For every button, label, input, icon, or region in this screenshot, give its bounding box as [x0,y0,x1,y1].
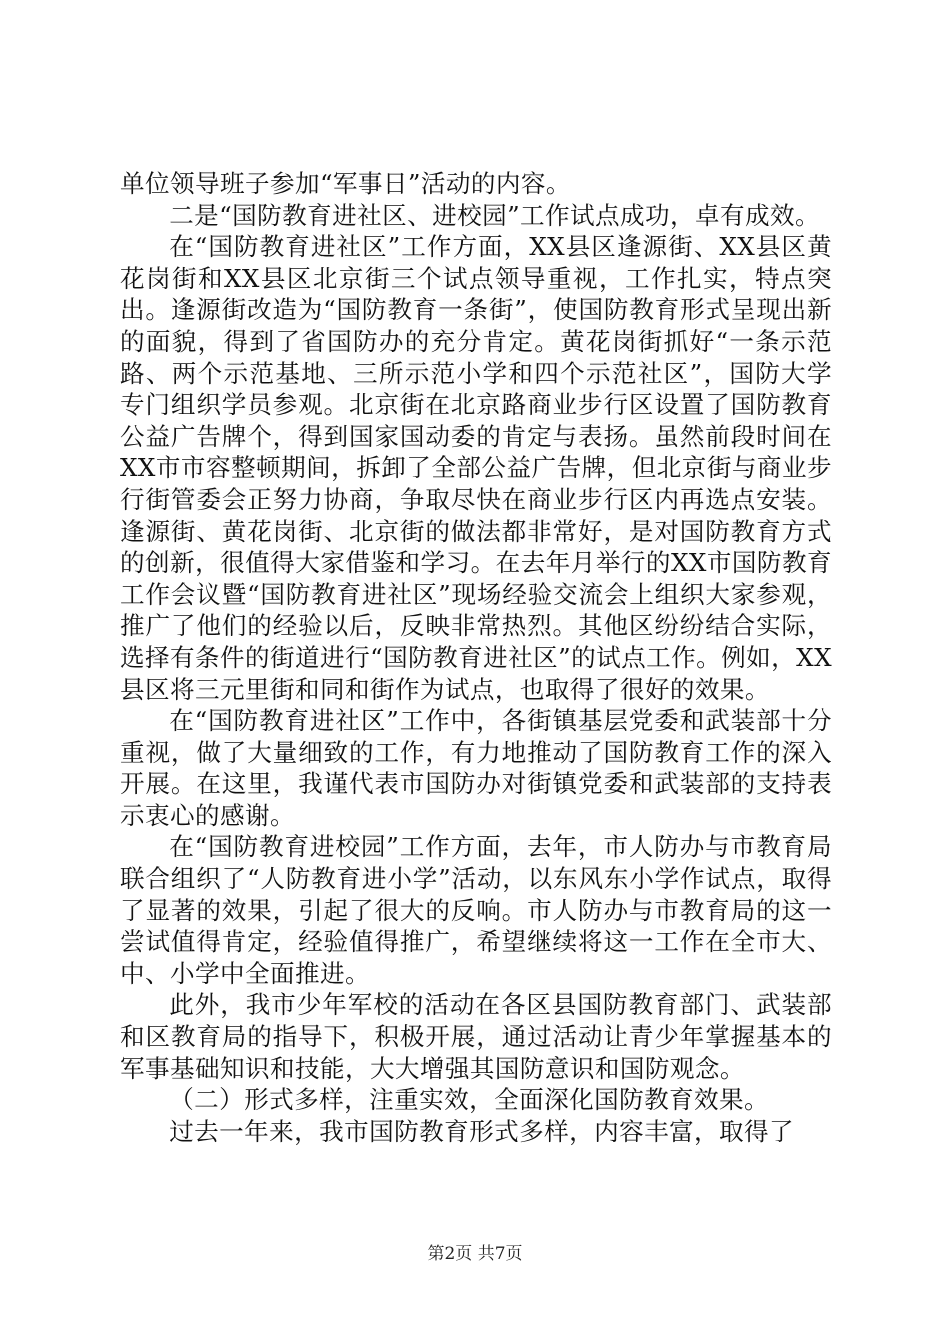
page-number-label: 第2页 共7页 [427,1244,523,1264]
paragraph-continuation: 单位领导班子参加“军事日”活动的内容。 [120,169,571,198]
paragraph-past-year: 过去一年来，我市国防教育形式多样，内容丰富，取得了 [169,1116,795,1146]
paragraph-community-work: 在“国防教育进社区”工作方面，XX县区逢源街、XX县区黄花岗街和XX县区北京街三个试点领导重视，工作扎实，特点突出。逢源街改造为“国防教育一条街”，使国防教育形式呈现出新的面貌，得到了省国防办的充分肯定。黄花岗街抓好“一条示范路、两个示范基地、三所示范小学和四个示范社区”，国防大学专门组织学员参观。北京街在北京路商业步行区设置了国防教育公益广告牌个，得到国家国动委的肯定与表扬。虽然前段时间在XX市市容整顿期间，拆卸了全部公益广告牌，但北京街与商业步行街管委会正努力协商，争取尽快在商业步行区内再选点安装。逢源街、黄花岗街、北京街的做法都非常好，是对国防教育方式的创新，很值得大家借鉴和学习。在去年月举行的XX市国防教育工作会议暨“国防教育进社区”现场经验交流会上组织大家参观，推广了他们的经验以后，反映非常热烈。其他区纷纷结合实际，选择有条件的街道进行“国防教育进社区”的试点工作。例如，XX县区将三元里街和同和街作为试点，也取得了很好的效果。 [120,232,832,704]
page-footer [0,1243,950,1265]
section-heading: （二）形式多样，注重实效，全面深化国防教育效果。 [169,1085,770,1115]
paragraph-campus-work: 在“国防教育进校园”工作方面，去年，市人防办与市教育局联合组织了“人防教育进小学”活动，以东风东小学作试点，取得了显著的效果，引起了很大的反响。市人防办与市教育局的这一尝试值得肯定，经验值得推广，希望继续将这一工作在全市大、中、小学中全面推进。 [120,832,832,988]
paragraph-pilot-success: 二是“国防教育进社区、进校园”工作试点成功，卓有成效。 [169,200,820,230]
paragraph-thanks: 在“国防教育进社区”工作中，各街镇基层党委和武装部十分重视，做了大量细致的工作，有力地推动了国防教育工作的深入开展。在这里，我谨代表市国防办对街镇党委和武装部的支持表示衷心的感谢。 [120,706,832,830]
document-body [120,168,832,1147]
paragraph-youth-military-school: 此外，我市少年军校的活动在各区县国防教育部门、武装部和区教育局的指导下，积极开展，通过活动让青少年掌握基本的军事基础知识和技能，大大增强其国防意识和国防观念。 [120,990,832,1083]
